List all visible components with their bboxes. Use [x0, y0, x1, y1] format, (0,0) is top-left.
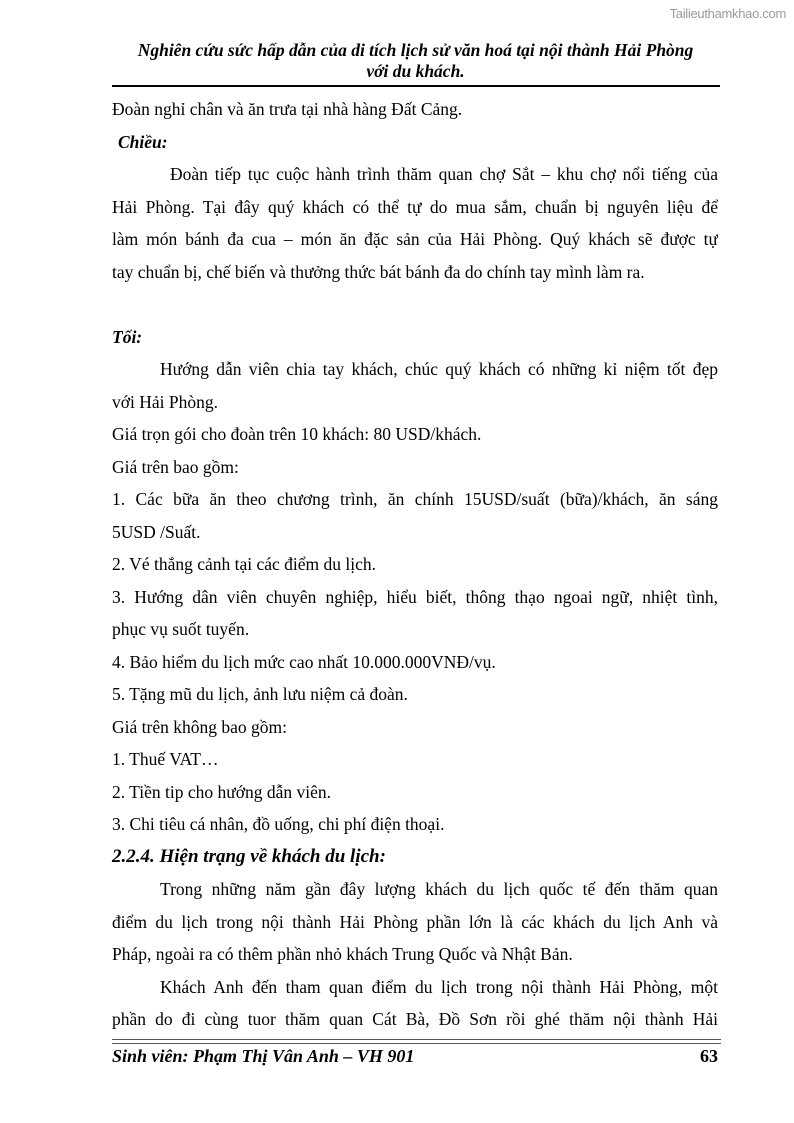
blank-line — [112, 288, 718, 321]
list-item: 1. Các bữa ăn theo chương trình, ăn chính 15USD/suất (bữa)/khách, ăn sáng — [112, 489, 718, 509]
watermark-text: Tailieuthamkhao.com — [669, 6, 786, 21]
paragraph-line: Đoàn tiếp tục cuộc hành trình thăm quan chợ Sắt – khu chợ nổi tiếng của — [170, 164, 718, 184]
paragraph-line: Trong những năm gần đây lượng khách du lịch quốc tế đến thăm quan — [160, 879, 718, 899]
running-footer — [112, 1043, 718, 1069]
section-heading: 2.2.4. Hiện trạng về khách du lịch: — [112, 845, 386, 867]
list-item: 5. Tặng mũ du lịch, ảnh lưu niệm cả đoàn. — [112, 684, 408, 704]
paragraph-line: tay chuẩn bị, chế biến và thưởng thức bát bánh đa do chính tay mình làm ra. — [112, 261, 645, 282]
list-item-continuation: phục vụ suốt tuyến. — [112, 619, 250, 639]
excludes-list — [112, 743, 718, 841]
afternoon-heading: Chiều: — [118, 131, 168, 152]
evening-paragraph — [112, 353, 718, 418]
paragraph-line: điểm du lịch trong nội thành Hải Phòng phần lớn là các khách du lịch Anh và — [112, 911, 718, 932]
footer-author: Sinh viên: Phạm Thị Vân Anh – VH 901 — [112, 1046, 415, 1066]
includes-heading: Giá trên bao gồm: — [112, 456, 239, 477]
list-item: 3. Chi tiêu cá nhân, đồ uống, chi phí điện thoại. — [112, 814, 445, 834]
excludes-heading: Giá trên không bao gồm: — [112, 716, 287, 737]
package-price: Giá trọn gói cho đoàn trên 10 khách: 80 USD/khách. — [112, 424, 482, 444]
paragraph-line: Hải Phòng. Tại đây quý khách có thể tự do mua sắm, chuẩn bị nguyên liệu để — [112, 196, 718, 217]
list-item-continuation: 5USD /Suất. — [112, 521, 201, 542]
running-header — [112, 40, 719, 82]
paragraph-line: làm món bánh đa cua – món ăn đặc sản của Hải Phòng. Quý khách sẽ được tự — [112, 229, 718, 249]
header-title-line-2: với du khách. — [366, 61, 465, 81]
includes-list — [112, 483, 718, 711]
header-rule — [112, 85, 720, 87]
paragraph-line: với Hải Phòng. — [112, 391, 218, 412]
lunch-text: Đoàn nghỉ chân và ăn trưa tại nhà hàng Đất Cảng. — [112, 99, 463, 119]
paragraph-line: Khách Anh đến tham quan điểm du lịch trong nội thành Hải Phòng, một — [160, 976, 718, 997]
page-number: 63 — [700, 1046, 718, 1066]
list-item: 3. Hướng dân viên chuyên nghiệp, hiểu biết, thông thạo ngoai ngữ, nhiệt tình, — [112, 586, 718, 607]
paragraph-line: Pháp, ngoài ra có thêm phần nhỏ khách Trung Quốc và Nhật Bản. — [112, 944, 573, 964]
list-item: 1. Thuế VAT… — [112, 749, 219, 769]
afternoon-paragraph — [112, 158, 718, 288]
page-body — [112, 93, 718, 1036]
list-item: 2. Tiền tip cho hướng dẫn viên. — [112, 781, 332, 802]
paragraph-line: phần do đi cùng tuor thăm quan Cát Bà, Đồ Sơn rồi ghé thăm nội thành Hải — [112, 1009, 718, 1029]
evening-heading: Tối: — [112, 326, 143, 347]
paragraph-line: Hướng dẫn viên chia tay khách, chúc quý khách có những kỉ niệm tốt đẹp — [160, 359, 718, 379]
list-item: 2. Vé thắng cảnh tại các điểm du lịch. — [112, 554, 377, 574]
section-paragraph-1 — [112, 873, 718, 971]
list-item: 4. Bảo hiểm du lịch mức cao nhất 10.000.000VNĐ/vụ. — [112, 651, 496, 672]
header-title-line-1: Nghiên cứu sức hấp dẫn của di tích lịch sử văn hoá tại nội thành Hải Phòng — [137, 40, 694, 60]
section-paragraph-2 — [112, 971, 718, 1036]
